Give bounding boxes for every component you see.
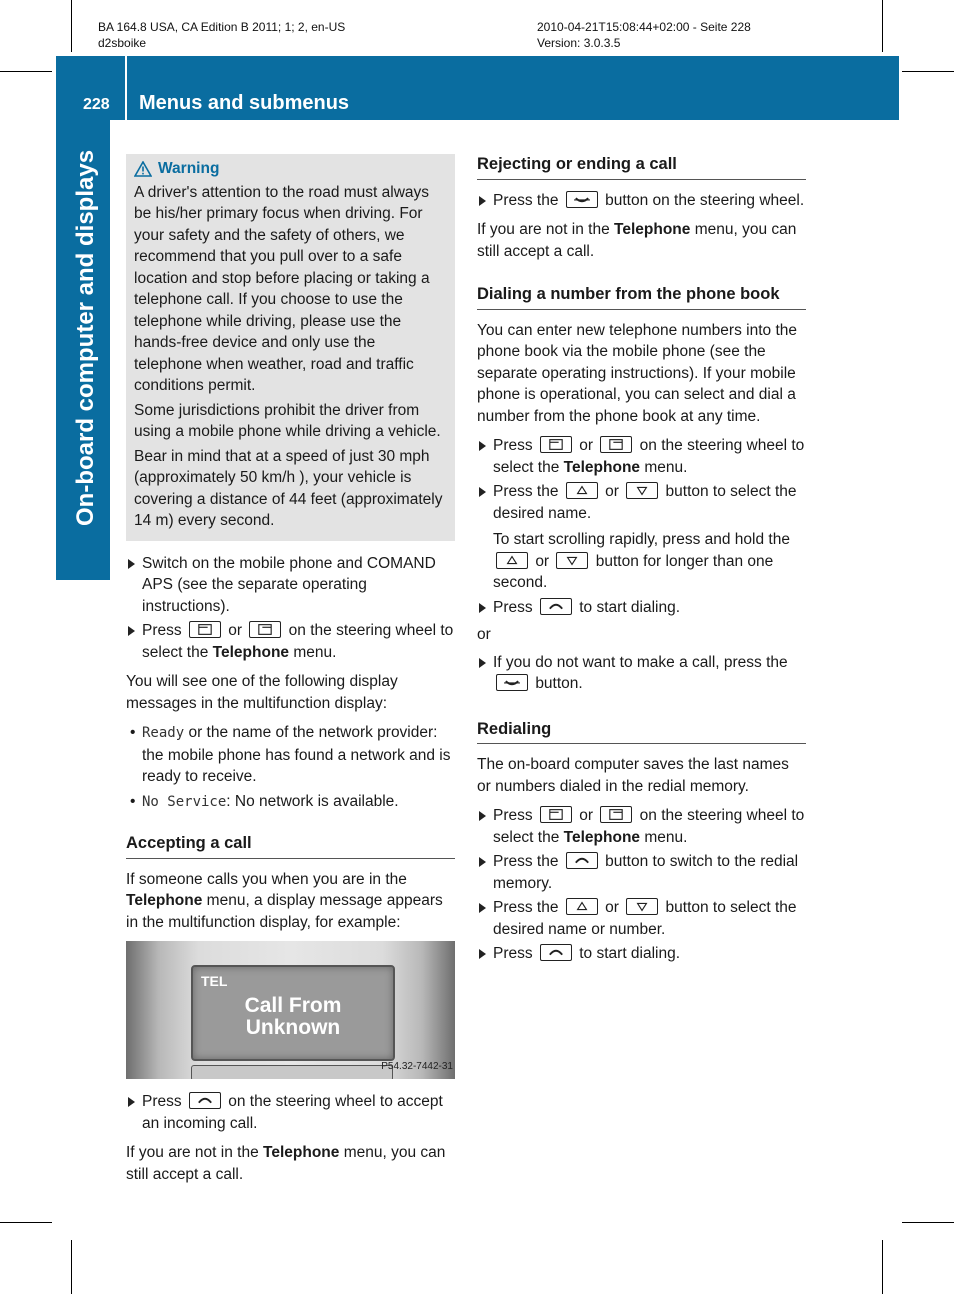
call-end-icon (496, 674, 528, 691)
call-end-icon (566, 191, 598, 208)
warning-paragraph: Some jurisdictions prohibit the driver from using a mobile phone while driving a vehicle. (134, 401, 441, 440)
up-arrow-icon (566, 482, 598, 499)
up-arrow-icon (566, 898, 598, 915)
crop-mark (0, 71, 52, 72)
step-redial-select-name: Press the or button to select the desired name or number. (477, 897, 806, 940)
meta-timestamp: 2010-04-21T15:08:44+02:00 - Seite 228 (537, 20, 751, 34)
print-meta-right (537, 19, 751, 51)
meta-edition: BA 164.8 USA, CA Edition B 2011; 1; 2, en-US (98, 20, 346, 34)
call-accept-icon (540, 598, 572, 615)
lcd-screen (191, 965, 395, 1061)
meta-version: Version: 3.0.3.5 (537, 36, 621, 50)
warning-paragraph: Bear in mind that at a speed of just 30 mph (approximately 50 km/h ), your vehicle is covering a distance of 44 feet (approximately 14 m) every second. (134, 447, 443, 529)
crop-mark (71, 1240, 72, 1294)
page-title: Menus and submenus (139, 92, 350, 114)
multifunction-display-photo (126, 941, 455, 1079)
accept-note: If you are not in the Telephone menu, you can still accept a call. (126, 1144, 446, 1183)
warning-triangle-icon (134, 161, 152, 177)
photo-reference: P54.32-7442-31 (381, 1060, 453, 1072)
step-dial-select-telephone: Press or on the steering wheel to select the Telephone menu. (477, 435, 806, 478)
crop-mark (882, 1240, 883, 1294)
display-back-icon (540, 806, 572, 823)
up-arrow-icon (496, 552, 528, 569)
step-reject-call: Press the button on the steering wheel. (477, 190, 806, 212)
step-redial-memory: Press the button to switch to the redial memory. (477, 851, 806, 894)
call-accept-icon (189, 1092, 221, 1109)
redial-paragraph: The on-board computer saves the last names or numbers dialed in the redial memory. (477, 756, 789, 795)
display-back-icon (540, 436, 572, 453)
lcd-tel-label: TEL (201, 973, 228, 989)
crop-mark (902, 1222, 954, 1223)
step-redial-select-telephone: Press or on the steering wheel to select the Telephone menu. (477, 805, 806, 848)
display-intro: You will see one of the following display messages in the multifunction display: (126, 673, 398, 712)
step-redial-start-dialing: Press to start dialing. (477, 943, 806, 965)
heading-redialing: Redialing (477, 719, 806, 745)
step-dial-select-name: Press the or button to select the desired name. (477, 481, 806, 524)
down-arrow-icon (556, 552, 588, 569)
accept-paragraph: If someone calls you when you are in the Telephone menu, a display message appears in the multifunction display, for example: (126, 870, 443, 931)
bullet-no-service: • No Service: No network is available. (126, 791, 455, 814)
lcd-line1: Call From (244, 994, 342, 1017)
display-forward-icon (600, 806, 632, 823)
down-arrow-icon (626, 898, 658, 915)
heading-rejecting-call: Rejecting or ending a call (477, 154, 806, 180)
crop-mark (0, 1222, 52, 1223)
step-cancel-call: If you do not want to make a call, press the button. (477, 652, 806, 695)
crop-mark (882, 0, 883, 52)
down-arrow-icon (626, 482, 658, 499)
step-accept-call: Press on the steering wheel to accept an incoming call. (126, 1091, 455, 1134)
right-column (477, 140, 806, 968)
section-tab-label: On-board computer and displays (72, 149, 99, 526)
warning-heading-text: Warning (158, 160, 220, 177)
display-back-icon (189, 621, 221, 638)
reject-note: If you are not in the Telephone menu, you can still accept a call. (477, 221, 797, 260)
or-word: or (477, 626, 491, 643)
warning-heading (134, 158, 447, 180)
warning-paragraph: A driver's attention to the road must always be his/her primary focus when driving. For your safety and the safety of others, we recommend that you pull over to a safe location and stop before placing or taking a telephone call. If you choose to use the telephone while driving, please use the hands-free device and only use the telephone when weather, road and traffic conditions permit. (134, 183, 430, 394)
dial-paragraph: You can enter new telephone numbers into the phone book via the mobile phone (see the separate operating instructions). If your mobile phone is operational, you can select and dial a number from the phone book at any time. (477, 321, 797, 425)
display-forward-icon (249, 621, 281, 638)
print-meta-left (98, 19, 345, 51)
step-select-telephone: Press or on the steering wheel to select the Telephone menu. (126, 620, 455, 663)
crop-mark (902, 71, 954, 72)
step-switch-on: Switch on the mobile phone and COMAND APS (see the separate operating instructions). (126, 553, 455, 618)
bullet-ready: • Ready or the name of the network provider: the mobile phone has found a network and is ready to receive. (126, 722, 455, 788)
lcd-lower-strip (191, 1065, 393, 1079)
heading-accepting-call: Accepting a call (126, 833, 455, 859)
display-forward-icon (600, 436, 632, 453)
lcd-line2: Unknown (245, 1016, 341, 1039)
call-accept-icon (566, 852, 598, 869)
warning-box (126, 154, 455, 541)
dial-scroll-note: To start scrolling rapidly, press and hold the or button for longer than one second. (493, 531, 790, 591)
meta-author: d2sboike (98, 36, 147, 50)
step-start-dialing: Press to start dialing. (477, 597, 806, 619)
heading-dialing-phonebook: Dialing a number from the phone book (477, 284, 806, 310)
page-number: 228 (83, 96, 110, 113)
header-separator (125, 56, 127, 120)
left-column (126, 154, 455, 1193)
call-accept-icon (540, 944, 572, 961)
crop-mark (71, 0, 72, 52)
